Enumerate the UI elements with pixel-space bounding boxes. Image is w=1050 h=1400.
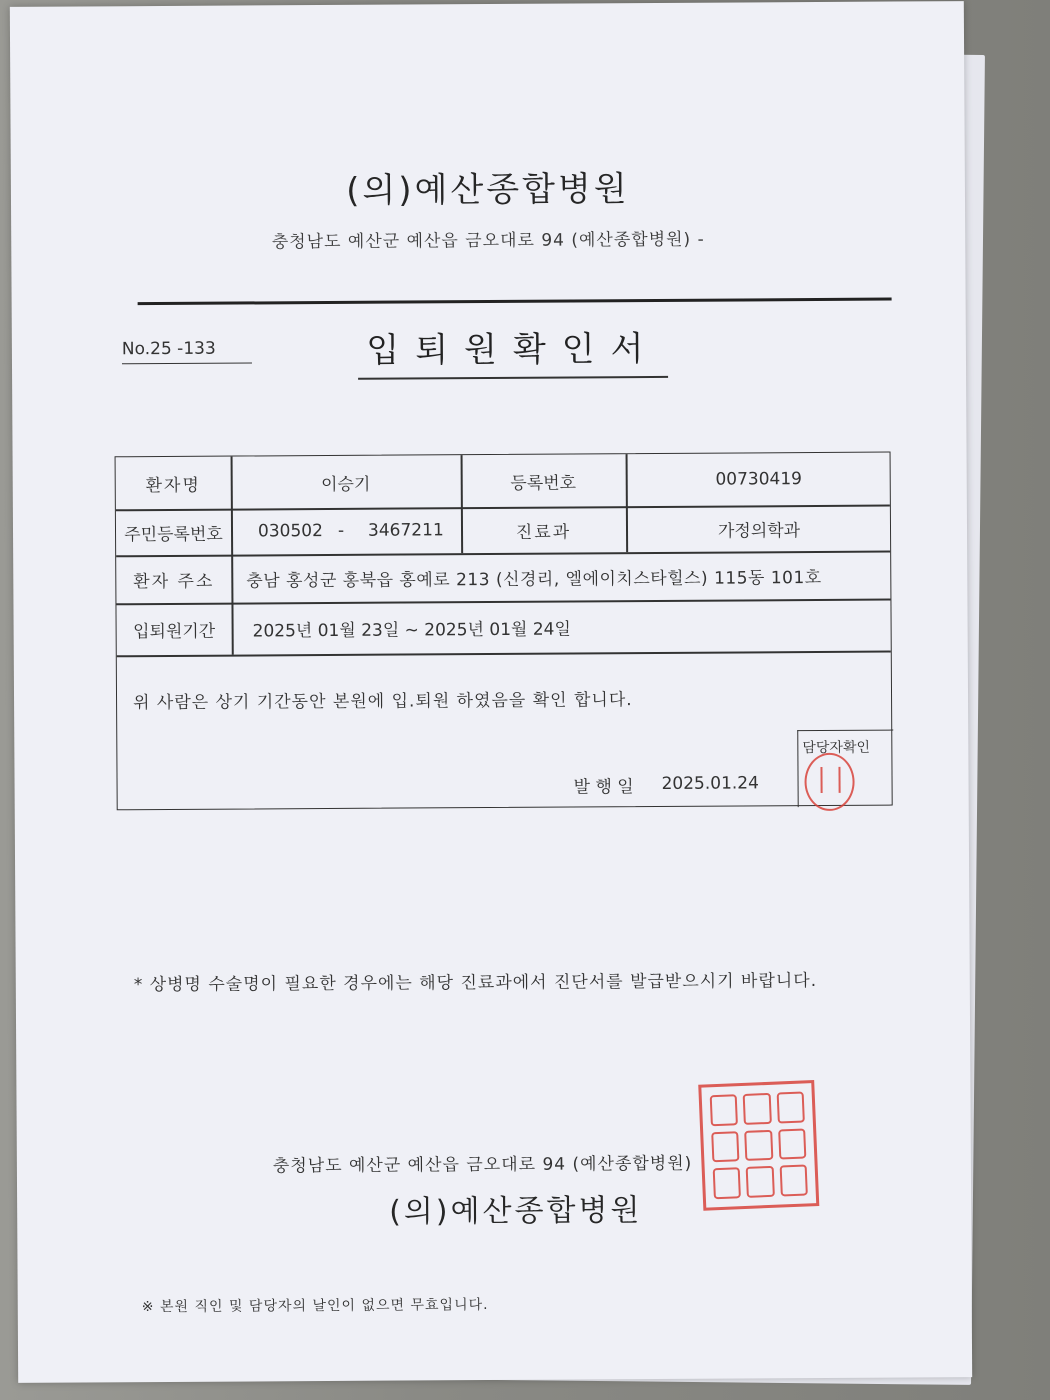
address-value: 충남 홍성군 홍북읍 홍예로 213 (신경리, 엘에이치스타힐스) 115동 101호 [246, 567, 822, 591]
patient-name-label: 환자명 [145, 475, 201, 496]
resident-no-label: 주민등록번호 [124, 524, 223, 545]
resident-no-front: 030502 [257, 521, 323, 542]
hospital-name-footer: (의)예산종합병원 [389, 1193, 643, 1230]
reg-no-value: 00730419 [715, 469, 803, 490]
department-value: 가정의학과 [717, 520, 801, 542]
department-label: 진료과 [515, 522, 572, 543]
period-value: 2025년 01월 23일 ~ 2025년 01월 24일 [252, 619, 571, 641]
staff-confirmation-label: 담당자확인 [802, 739, 871, 757]
admission-discharge-form [115, 452, 893, 811]
hospital-name-header: (의)예산종합병원 [346, 169, 630, 211]
hospital-address-header: 충청남도 예산군 예산읍 금오대로 94 (예산종합병원) - [271, 229, 705, 253]
issue-date-value: 2025.01.24 [661, 773, 759, 794]
confirmation-statement: 위 사람은 상기 기간동안 본원에 입.퇴원 하였음을 확인 합니다. [132, 689, 633, 713]
validity-warning: ※ 본원 직인 및 담당자의 날인이 없으면 무효입니다. [141, 1297, 489, 1316]
reg-no-label: 등록번호 [510, 472, 577, 494]
resident-no-back: 3467211 [367, 520, 444, 541]
document-page [10, 1, 972, 1383]
period-label: 입퇴원기간 [133, 621, 216, 642]
hospital-address-footer: 충청남도 예산군 예산읍 금오대로 94 (예산종합병원) [272, 1153, 693, 1177]
hospital-official-seal [698, 1080, 819, 1211]
resident-no-dash: - [337, 520, 345, 541]
diagnosis-footnote: * 상병명 수술명이 필요한 경우에는 해당 진료과에서 진단서를 발급받으시기 바랍니다. [133, 971, 818, 996]
document-title: 입퇴원확인서 [358, 321, 668, 380]
patient-name-value: 이승기 [321, 474, 371, 495]
issue-date-label: 발 행 일 [573, 776, 634, 797]
staff-seal-stamp [804, 753, 854, 811]
header-divider [138, 298, 892, 306]
staff-confirmation-box [797, 730, 893, 808]
address-label: 환자 주소 [133, 571, 215, 592]
document-number: No.25 -133 [122, 338, 252, 364]
